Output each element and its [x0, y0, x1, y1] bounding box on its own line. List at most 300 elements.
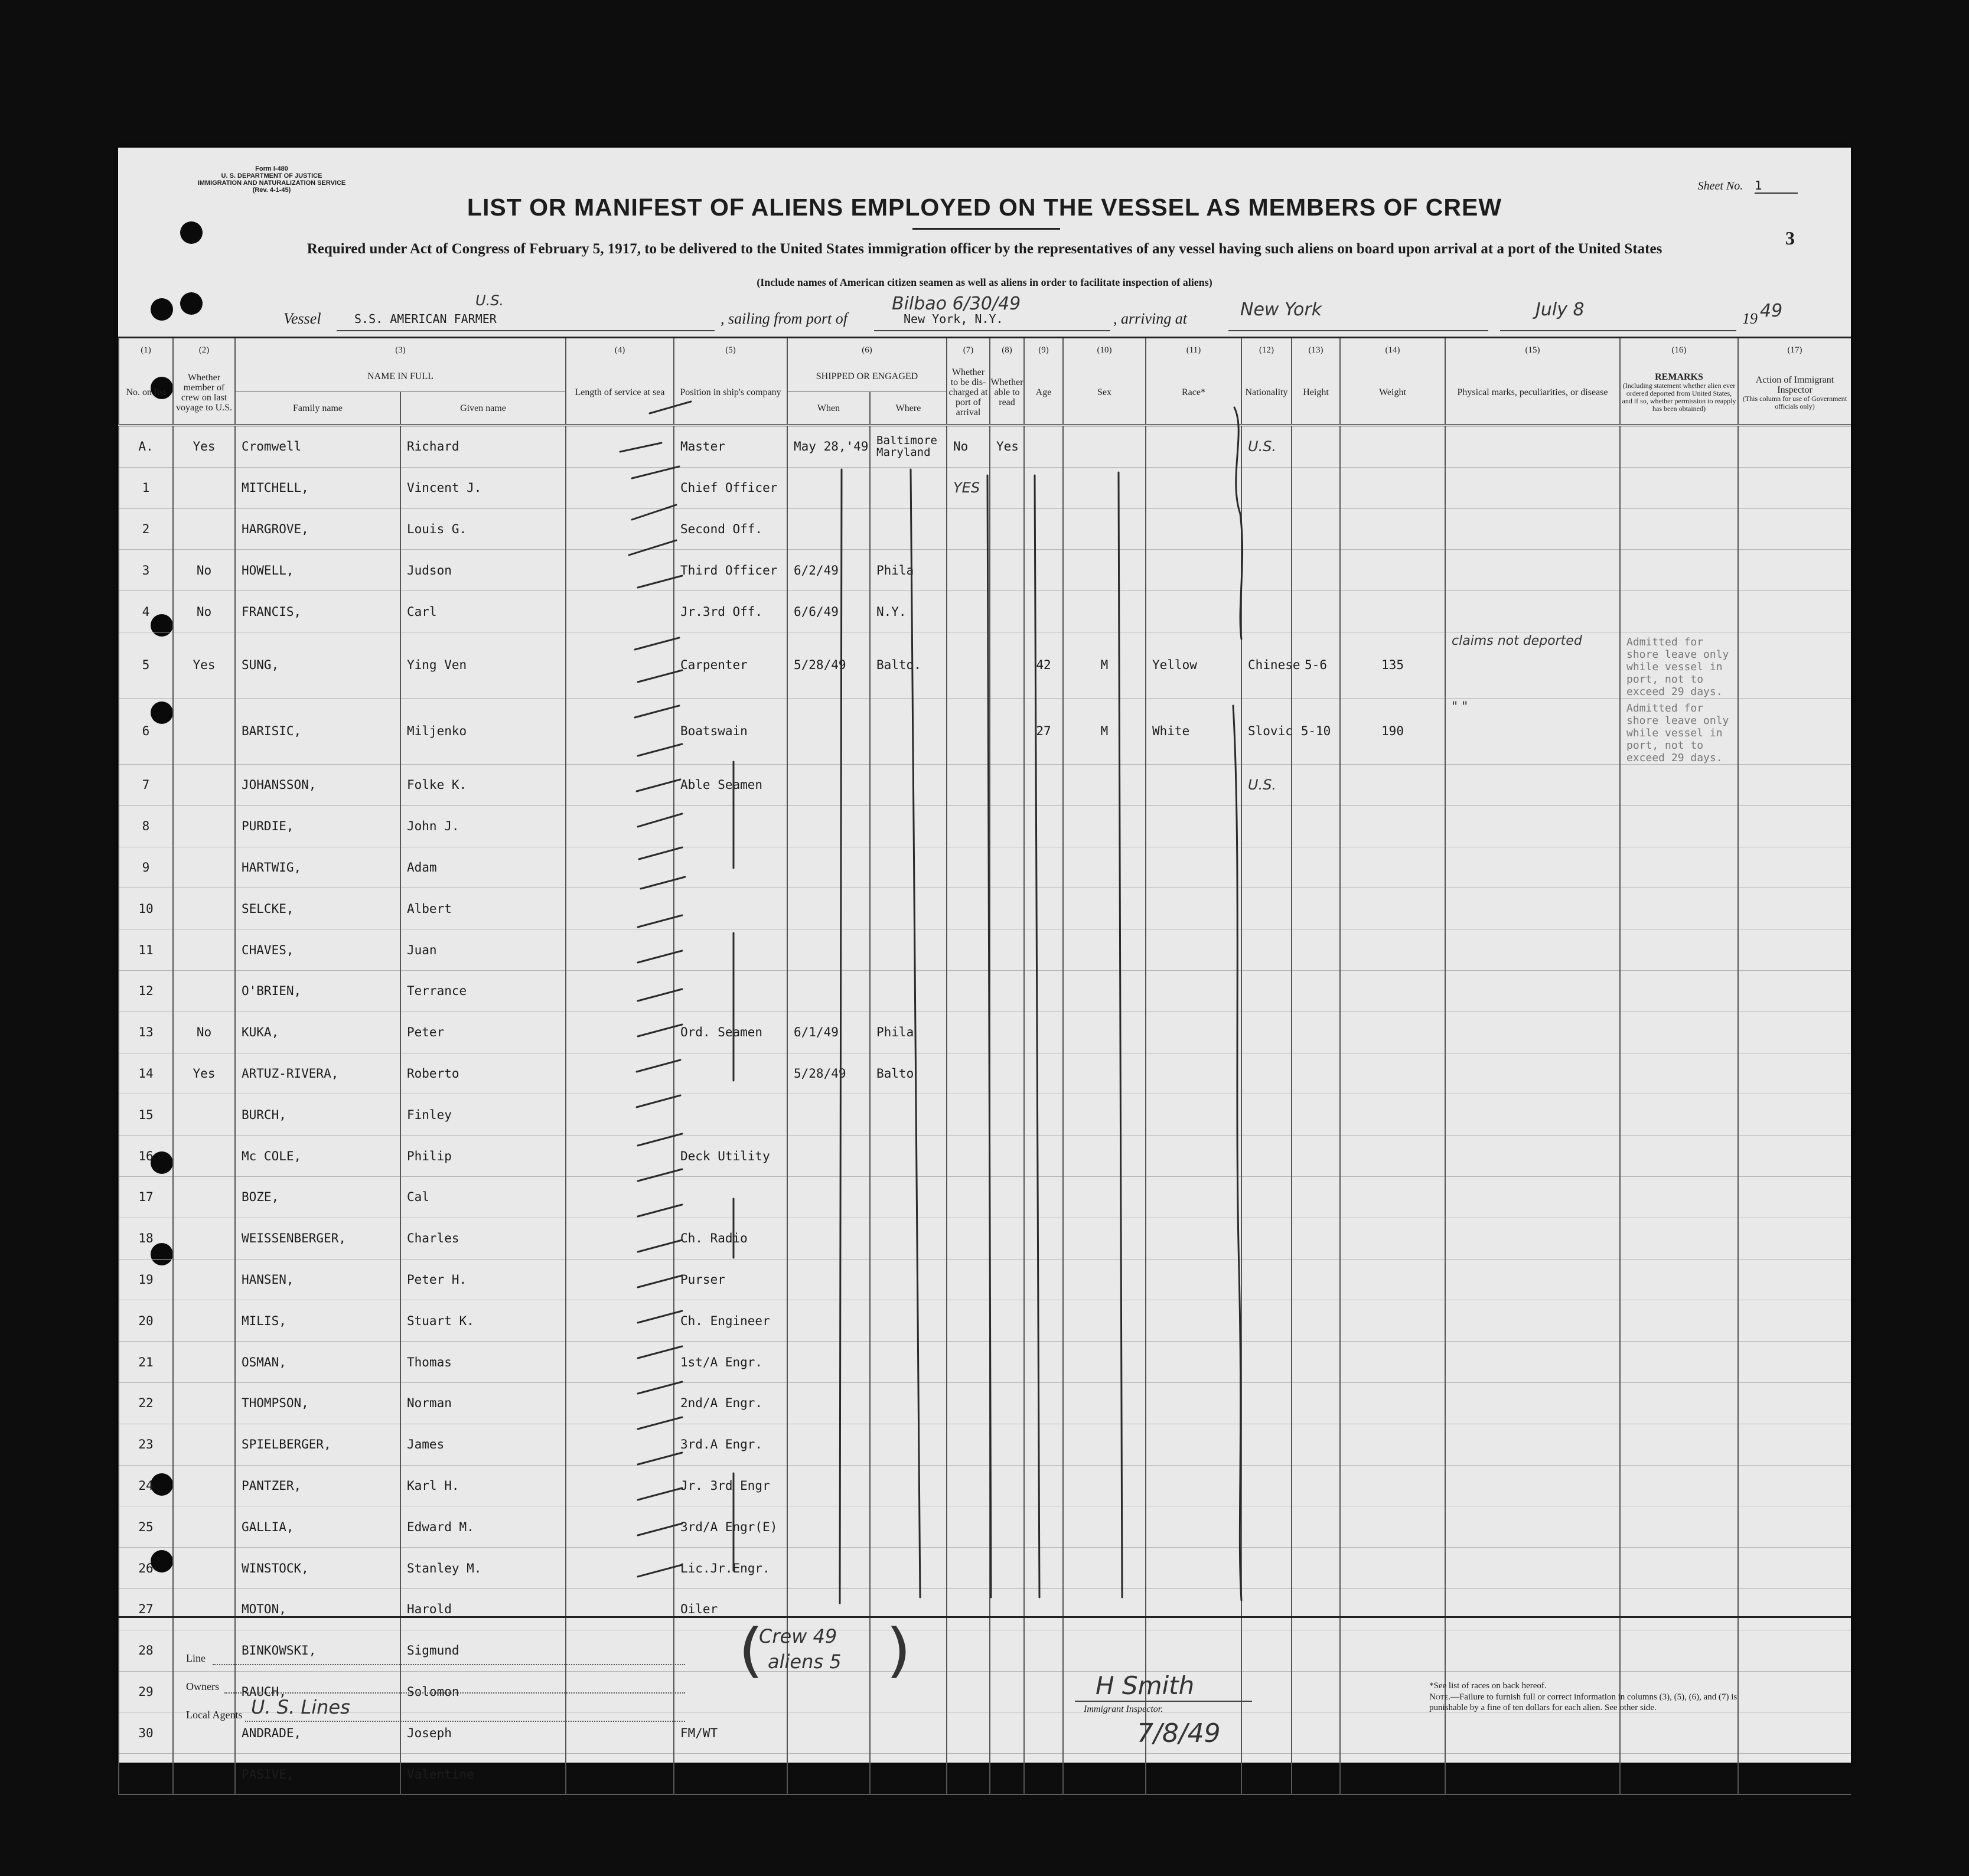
age: 27	[1024, 698, 1063, 764]
remarks	[1620, 467, 1738, 508]
inspector-action	[1738, 929, 1851, 971]
colnum: (8)	[990, 338, 1024, 361]
given-name: Peter	[400, 1012, 566, 1053]
colnum: (7)	[947, 338, 990, 361]
weight	[1340, 1176, 1445, 1218]
able-to-read	[990, 1053, 1024, 1094]
discharged	[947, 970, 990, 1012]
race	[1146, 970, 1241, 1012]
position	[674, 1094, 787, 1136]
physical-marks	[1445, 467, 1620, 508]
given-name: Karl H.	[400, 1465, 566, 1506]
discharged	[947, 1259, 990, 1300]
able-to-read	[990, 1136, 1024, 1177]
length-of-service	[566, 764, 674, 805]
col-when: When	[787, 392, 870, 426]
table-row	[119, 467, 1851, 508]
remarks	[1620, 1053, 1738, 1094]
punch-hole	[151, 298, 173, 321]
position: Second Off.	[674, 508, 787, 550]
sex	[1063, 1506, 1146, 1548]
row-number: 6	[119, 698, 173, 764]
race	[1146, 467, 1241, 508]
able-to-read	[990, 508, 1024, 550]
height	[1292, 1382, 1340, 1424]
able-to-read	[990, 1259, 1024, 1300]
given-name: Terrance	[400, 970, 566, 1012]
age	[1024, 847, 1063, 888]
col-name-in-full: NAME IN FULL	[235, 361, 566, 392]
line-field	[213, 1664, 685, 1665]
weight	[1340, 929, 1445, 971]
table-row	[119, 970, 1851, 1012]
member-last-voyage	[173, 1342, 235, 1383]
remarks	[1620, 550, 1738, 591]
shipped-where: Balto.	[870, 632, 947, 698]
sex	[1063, 888, 1146, 929]
nationality: Chinese	[1241, 632, 1292, 698]
position: Carpenter	[674, 632, 787, 698]
age	[1024, 929, 1063, 971]
family-name: CHAVES,	[235, 929, 400, 971]
length-of-service	[566, 1259, 674, 1300]
able-to-read	[990, 1300, 1024, 1342]
remarks	[1620, 764, 1738, 805]
sex	[1063, 425, 1146, 467]
remarks	[1620, 805, 1738, 847]
position: Lic.Jr.Engr.	[674, 1548, 787, 1589]
position: Jr. 3rd Engr	[674, 1465, 787, 1506]
race: White	[1146, 698, 1241, 764]
physical-marks	[1445, 1424, 1620, 1465]
physical-marks	[1445, 1012, 1620, 1053]
colnum: (9)	[1024, 338, 1063, 361]
sex	[1063, 1465, 1146, 1506]
able-to-read	[990, 929, 1024, 971]
length-of-service	[566, 1300, 674, 1342]
nationality	[1241, 929, 1292, 971]
sex	[1063, 1382, 1146, 1424]
physical-marks	[1445, 1176, 1620, 1218]
position: Ch. Engineer	[674, 1300, 787, 1342]
member-last-voyage	[173, 805, 235, 847]
length-of-service	[566, 1506, 674, 1548]
height	[1292, 1218, 1340, 1259]
length-of-service	[566, 929, 674, 971]
discharged	[947, 929, 990, 971]
length-of-service	[566, 1218, 674, 1259]
nationality	[1241, 847, 1292, 888]
colnum: (16)	[1620, 338, 1738, 361]
table-row	[119, 1176, 1851, 1218]
manifest-sheet	[118, 148, 1851, 1782]
shipped-where: N.Y.	[870, 591, 947, 632]
inspector-action	[1738, 764, 1851, 805]
table-row	[119, 805, 1851, 847]
family-name: SUNG,	[235, 632, 400, 698]
shipped-where	[870, 1548, 947, 1589]
col-nationality: Nationality	[1241, 361, 1292, 425]
length-of-service	[566, 1012, 674, 1053]
age	[1024, 591, 1063, 632]
row-number: 29	[119, 1671, 173, 1712]
shipped-where: Phila	[870, 550, 947, 591]
row-number: 4	[119, 591, 173, 632]
crew-table	[118, 337, 1851, 1795]
height	[1292, 764, 1340, 805]
discharged: YES	[947, 467, 990, 508]
discharged	[947, 847, 990, 888]
family-name: HANSEN,	[235, 1259, 400, 1300]
colnum: (5)	[674, 338, 787, 361]
table-row	[119, 764, 1851, 805]
weight	[1340, 1053, 1445, 1094]
position: Deck Utility	[674, 1136, 787, 1177]
inspector-action	[1738, 1342, 1851, 1383]
shipped-where	[870, 888, 947, 929]
race	[1146, 1300, 1241, 1342]
given-name: Albert	[400, 888, 566, 929]
height	[1292, 591, 1340, 632]
remarks: Admitted for shore leave only while vessel in port, not to exceed 29 days.	[1620, 698, 1738, 764]
table-row	[119, 929, 1851, 971]
family-name: FRANCIS,	[235, 591, 400, 632]
member-last-voyage	[173, 1506, 235, 1548]
row-number: 7	[119, 764, 173, 805]
able-to-read	[990, 550, 1024, 591]
table-row	[119, 1259, 1851, 1300]
note-text: —Failure to furnish full or correct information in columns (3), (5), (6), and (7) is punishable by a fine of ten dollars for each alien. See other side.	[1429, 1692, 1737, 1712]
row-number: 15	[119, 1094, 173, 1136]
position	[674, 805, 787, 847]
age	[1024, 1300, 1063, 1342]
given-name: Philip	[400, 1136, 566, 1177]
family-name: PASIVE,	[235, 1754, 400, 1795]
length-of-service	[566, 1382, 674, 1424]
age	[1024, 1506, 1063, 1548]
race	[1146, 888, 1241, 929]
agents-hand: U. S. Lines	[251, 1696, 350, 1718]
table-row	[119, 1094, 1851, 1136]
age: 42	[1024, 632, 1063, 698]
given-name: Finley	[400, 1094, 566, 1136]
nationality	[1241, 1300, 1292, 1342]
weight	[1340, 467, 1445, 508]
colnum: (4)	[566, 338, 674, 361]
row-number: 9	[119, 847, 173, 888]
table-row	[119, 425, 1851, 467]
inspector-action	[1738, 805, 1851, 847]
able-to-read	[990, 1506, 1024, 1548]
races-note: *See list of races on back hereof.	[1429, 1681, 1547, 1691]
family-name: RAUCH,	[235, 1671, 400, 1712]
position	[674, 970, 787, 1012]
service-name: IMMIGRATION AND NATURALIZATION SERVICE	[197, 180, 346, 187]
remarks	[1620, 1136, 1738, 1177]
col-height: Height	[1292, 361, 1340, 425]
row-number: 1	[119, 467, 173, 508]
arrival-date: July 8	[1536, 299, 1585, 320]
inspector-action	[1738, 467, 1851, 508]
shipped-where	[870, 1342, 947, 1383]
remarks	[1620, 508, 1738, 550]
colnum: (13)	[1292, 338, 1340, 361]
remarks	[1620, 1548, 1738, 1589]
able-to-read	[990, 1342, 1024, 1383]
physical-marks	[1445, 888, 1620, 929]
nationality	[1241, 1259, 1292, 1300]
given-name: Adam	[400, 847, 566, 888]
family-name: HARGROVE,	[235, 508, 400, 550]
inspector-action	[1738, 1465, 1851, 1506]
nationality	[1241, 1465, 1292, 1506]
member-last-voyage	[173, 1136, 235, 1177]
age	[1024, 425, 1063, 467]
physical-marks	[1445, 1506, 1620, 1548]
shipped-where	[870, 847, 947, 888]
form-identifier	[177, 165, 366, 194]
row-number: A.	[119, 425, 173, 467]
nationality: U.S.	[1241, 425, 1292, 467]
given-name: Stuart K.	[400, 1300, 566, 1342]
physical-marks	[1445, 591, 1620, 632]
row-number: 8	[119, 805, 173, 847]
race	[1146, 1053, 1241, 1094]
sex	[1063, 1259, 1146, 1300]
row-number: 13	[119, 1012, 173, 1053]
table-row	[119, 550, 1851, 591]
member-last-voyage	[173, 929, 235, 971]
table-row	[119, 632, 1851, 698]
table-row	[119, 591, 1851, 632]
given-name: Norman	[400, 1382, 566, 1424]
race	[1146, 1465, 1241, 1506]
length-of-service	[566, 805, 674, 847]
weight	[1340, 1548, 1445, 1589]
physical-marks	[1445, 1053, 1620, 1094]
height	[1292, 1506, 1340, 1548]
length-of-service	[566, 970, 674, 1012]
sailing-underline	[874, 330, 1110, 331]
member-last-voyage	[173, 888, 235, 929]
member-last-voyage: Yes	[173, 632, 235, 698]
row-number: 5	[119, 632, 173, 698]
sex	[1063, 1548, 1146, 1589]
shipped-when	[787, 929, 870, 971]
length-of-service	[566, 888, 674, 929]
remarks	[1620, 1094, 1738, 1136]
row-number: 14	[119, 1053, 173, 1094]
row-number: 24	[119, 1465, 173, 1506]
inspection-date: 7/8/49	[1137, 1718, 1221, 1748]
physical-marks	[1445, 508, 1620, 550]
shipped-when	[787, 805, 870, 847]
position: Chief Officer	[674, 467, 787, 508]
height	[1292, 467, 1340, 508]
inspector-action	[1738, 698, 1851, 764]
weight: 190	[1340, 698, 1445, 764]
colnum: (15)	[1445, 338, 1620, 361]
height	[1292, 508, 1340, 550]
shipped-when	[787, 1218, 870, 1259]
given-name: Harold	[400, 1588, 566, 1630]
row-number: 17	[119, 1176, 173, 1218]
crew-count-note: Crew 49	[759, 1625, 837, 1647]
height: 5-6	[1292, 632, 1340, 698]
able-to-read	[990, 764, 1024, 805]
given-name: Ying Ven	[400, 632, 566, 698]
height	[1292, 1259, 1340, 1300]
date-underline	[1500, 330, 1736, 331]
position	[674, 888, 787, 929]
colnum: (2)	[173, 338, 235, 361]
nationality: U.S.	[1241, 764, 1292, 805]
shipped-where	[870, 1094, 947, 1136]
weight	[1340, 847, 1445, 888]
race	[1146, 1012, 1241, 1053]
age	[1024, 1218, 1063, 1259]
row-number: 18	[119, 1218, 173, 1259]
given-name: Carl	[400, 591, 566, 632]
agents-field	[245, 1721, 685, 1722]
colnum: (14)	[1340, 338, 1445, 361]
age	[1024, 1259, 1063, 1300]
physical-marks	[1445, 1548, 1620, 1589]
action-heading: Action of Immigrant Inspector	[1755, 374, 1834, 395]
member-last-voyage	[173, 698, 235, 764]
remarks	[1620, 847, 1738, 888]
remarks	[1620, 888, 1738, 929]
physical-marks	[1445, 970, 1620, 1012]
race	[1146, 1094, 1241, 1136]
shipped-when	[787, 1382, 870, 1424]
colnum: (17)	[1738, 338, 1851, 361]
able-to-read	[990, 467, 1024, 508]
race	[1146, 1424, 1241, 1465]
discharged	[947, 1136, 990, 1177]
shipped-when	[787, 764, 870, 805]
row-number: 10	[119, 888, 173, 929]
position: 3rd.A Engr.	[674, 1424, 787, 1465]
length-of-service	[566, 1424, 674, 1465]
inspector-action	[1738, 847, 1851, 888]
member-last-voyage	[173, 970, 235, 1012]
member-last-voyage	[173, 1382, 235, 1424]
table-row	[119, 1012, 1851, 1053]
col-race: Race*	[1146, 361, 1241, 425]
year-hand: 49	[1760, 301, 1783, 321]
shipped-when	[787, 1300, 870, 1342]
vessel-name: S.S. AMERICAN FARMER	[354, 312, 497, 326]
height: 5-10	[1292, 698, 1340, 764]
owners-label: Owners	[186, 1681, 219, 1692]
colnum: (3)	[235, 338, 566, 361]
discharged	[947, 888, 990, 929]
position: Able Seamen	[674, 764, 787, 805]
shipped-where	[870, 698, 947, 764]
discharged	[947, 1176, 990, 1218]
remarks	[1620, 425, 1738, 467]
table-row	[119, 1382, 1851, 1424]
length-of-service	[566, 1342, 674, 1383]
weight	[1340, 550, 1445, 591]
shipped-when: 5/28/49	[787, 632, 870, 698]
year-print: 19	[1742, 310, 1758, 327]
able-to-read	[990, 591, 1024, 632]
arriving-underline	[1228, 330, 1488, 331]
shipped-when: 5/28/49	[787, 1053, 870, 1094]
sheet-label: Sheet No.	[1697, 180, 1743, 193]
arriving-port: New York	[1240, 299, 1322, 320]
position: Ord. Seamen	[674, 1012, 787, 1053]
given-name: Joseph	[400, 1712, 566, 1754]
discharged	[947, 1053, 990, 1094]
row-number: 28	[119, 1630, 173, 1671]
able-to-read	[990, 1176, 1024, 1218]
position: Ch. Radio	[674, 1218, 787, 1259]
age	[1024, 550, 1063, 591]
length-of-service	[566, 632, 674, 698]
table-row	[119, 1506, 1851, 1548]
sex	[1063, 1053, 1146, 1094]
able-to-read	[990, 847, 1024, 888]
remarks-heading: REMARKS	[1655, 372, 1703, 382]
department: U. S. DEPARTMENT OF JUSTICE	[221, 172, 322, 180]
row-number: 19	[119, 1259, 173, 1300]
penalty-note	[1429, 1692, 1748, 1713]
inspector-action	[1738, 632, 1851, 698]
physical-marks	[1445, 1136, 1620, 1177]
age	[1024, 1053, 1063, 1094]
family-name: MILIS,	[235, 1300, 400, 1342]
vessel-info	[283, 292, 1819, 334]
given-name: Judson	[400, 550, 566, 591]
given-name: Charles	[400, 1218, 566, 1259]
table-row	[119, 847, 1851, 888]
discharged	[947, 1300, 990, 1342]
race	[1146, 1218, 1241, 1259]
family-name: Mc COLE,	[235, 1136, 400, 1177]
row-number: 26	[119, 1548, 173, 1589]
sex	[1063, 1012, 1146, 1053]
nationality	[1241, 508, 1292, 550]
family-name: SPIELBERGER,	[235, 1424, 400, 1465]
shipped-where	[870, 508, 947, 550]
discharged	[947, 1424, 990, 1465]
discharged	[947, 1465, 990, 1506]
member-last-voyage: Yes	[173, 425, 235, 467]
footer	[118, 1616, 1851, 1764]
discharged	[947, 508, 990, 550]
shipped-where	[870, 1136, 947, 1177]
race: Yellow	[1146, 632, 1241, 698]
given-name: Vincent J.	[400, 467, 566, 508]
member-last-voyage	[173, 508, 235, 550]
inspector-action	[1738, 1218, 1851, 1259]
inspector-action	[1738, 1424, 1851, 1465]
length-of-service	[566, 1094, 674, 1136]
age	[1024, 764, 1063, 805]
title-underline	[912, 228, 1060, 230]
colnum: (12)	[1241, 338, 1292, 361]
col-family-name: Family name	[235, 392, 400, 426]
row-number: 3	[119, 550, 173, 591]
member-last-voyage	[173, 1465, 235, 1506]
family-name: KUKA,	[235, 1012, 400, 1053]
shipped-when	[787, 1465, 870, 1506]
shipped-where	[870, 929, 947, 971]
row-number: 22	[119, 1382, 173, 1424]
